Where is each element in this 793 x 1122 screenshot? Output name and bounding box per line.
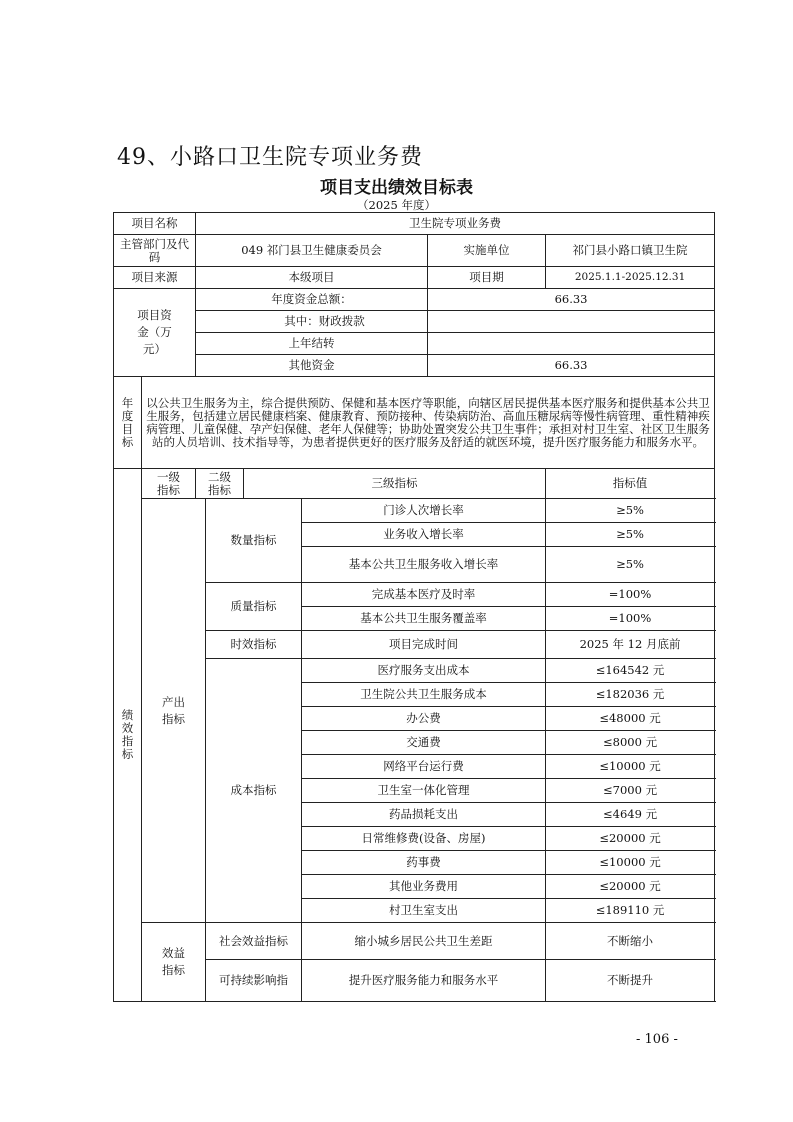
cost-name-0: 医疗服务支出成本 (302, 659, 546, 683)
table-row (114, 235, 715, 267)
project-name-label: 项目名称 (114, 213, 196, 235)
sustain-name-0: 提升医疗服务能力和服务水平 (302, 960, 546, 1002)
source-label: 项目来源 (114, 267, 196, 289)
table-row (114, 333, 715, 355)
cost-value-8: ≤10000 元 (546, 851, 715, 875)
period-value: 2025.1.1-2025.12.31 (546, 267, 715, 289)
funds-label: 项目资金（万元） (114, 289, 196, 377)
table-row (114, 923, 715, 960)
table-title: 项目支出绩效目标表 (320, 178, 473, 198)
quality-label: 质量指标 (206, 583, 302, 631)
performance-target-table (113, 212, 715, 1002)
dept-label: 主管部门及代码 (114, 235, 196, 267)
table-row (114, 377, 715, 469)
unit-value: 祁门县小路口镇卫生院 (546, 235, 715, 267)
funds-other-label: 其他资金 (196, 355, 428, 377)
table-row (114, 355, 715, 377)
funds-other-value: 66.33 (428, 355, 715, 377)
dept-value: 049 祁门县卫生健康委员会 (196, 235, 428, 267)
cost-value-0: ≤164542 元 (546, 659, 715, 683)
quantity-label: 数量指标 (206, 499, 302, 583)
cost-value-5: ≤7000 元 (546, 779, 715, 803)
cost-value-7: ≤20000 元 (546, 827, 715, 851)
header-level2: 二级指标 (196, 469, 244, 499)
social-name-0: 缩小城乡居民公共卫生差距 (302, 923, 546, 960)
period-label: 项目期 (428, 267, 546, 289)
cost-value-2: ≤48000 元 (546, 707, 715, 731)
page-number: - 106 - (636, 1032, 678, 1047)
funds-carry-value (428, 333, 715, 355)
timeliness-label: 时效指标 (206, 631, 302, 659)
year-note: （2025 年度） (357, 198, 436, 212)
funds-fiscal-value (428, 311, 715, 333)
timeliness-name-0: 项目完成时间 (302, 631, 546, 659)
sustain-label: 可持续影响指 (206, 960, 302, 1002)
header-value: 指标值 (546, 469, 715, 499)
table-row (114, 311, 715, 333)
goal-text: 以公共卫生服务为主，综合提供预防、保健和基本医疗等职能，向辖区居民提供基本医疗服务和提供基本公共卫生服务，包括建立居民健康档案、健康教育、预防接种、传染病防治、高血压糖尿病等慢性病管理、重性精神疾病管理、儿童保健、孕产妇保健、老年人保健等；协助处置突发公共卫生事件；承担对村卫生室、社区卫生服务站的人员培训、技术指导等，为患者提供更好的医疗服务及舒适的就医环境，提升医疗服务能力和服务水平。 (142, 377, 715, 469)
cost-name-1: 卫生院公共卫生服务成本 (302, 683, 546, 707)
quantity-name-1: 业务收入增长率 (302, 523, 546, 547)
cost-value-1: ≤182036 元 (546, 683, 715, 707)
cost-name-3: 交通费 (302, 731, 546, 755)
cost-value-3: ≤8000 元 (546, 731, 715, 755)
indicators-section-label: 绩效指标 (114, 469, 142, 1002)
cost-value-10: ≤189110 元 (546, 899, 715, 923)
cost-value-9: ≤20000 元 (546, 875, 715, 899)
goal-label: 年度目标 (114, 377, 142, 469)
header-level3: 三级指标 (244, 469, 546, 499)
quality-name-0: 完成基本医疗及时率 (302, 583, 546, 607)
cost-label: 成本指标 (206, 659, 302, 923)
cost-name-9: 其他业务费用 (302, 875, 546, 899)
table-row (114, 469, 715, 499)
unit-label: 实施单位 (428, 235, 546, 267)
social-label: 社会效益指标 (206, 923, 302, 960)
header-level1: 一级指标 (142, 469, 196, 499)
cost-value-4: ≤10000 元 (546, 755, 715, 779)
funds-total-label: 年度资金总额： (196, 289, 428, 311)
social-value-0: 不断缩小 (546, 923, 715, 960)
timeliness-value-0: 2025 年 12 月底前 (546, 631, 715, 659)
table-row (114, 267, 715, 289)
cost-name-10: 村卫生室支出 (302, 899, 546, 923)
cost-value-6: ≤4649 元 (546, 803, 715, 827)
quantity-value-2: ≥5% (546, 547, 715, 583)
funds-fiscal-label: 其中：财政拨款 (196, 311, 428, 333)
quality-value-0: =100% (546, 583, 715, 607)
cost-name-4: 网络平台运行费 (302, 755, 546, 779)
output-label: 产出指标 (142, 499, 206, 923)
source-value: 本级项目 (196, 267, 428, 289)
quantity-name-0: 门诊人次增长率 (302, 499, 546, 523)
quantity-name-2: 基本公共卫生服务收入增长率 (302, 547, 546, 583)
cost-name-8: 药事费 (302, 851, 546, 875)
funds-total-value: 66.33 (428, 289, 715, 311)
cost-name-5: 卫生室一体化管理 (302, 779, 546, 803)
cost-name-2: 办公费 (302, 707, 546, 731)
cost-name-6: 药品损耗支出 (302, 803, 546, 827)
project-name-value: 卫生院专项业务费 (196, 213, 715, 235)
cost-name-7: 日常维修费(设备、房屋) (302, 827, 546, 851)
section-heading: 49、小路口卫生院专项业务费 (117, 145, 423, 170)
funds-carry-label: 上年结转 (196, 333, 428, 355)
quality-value-1: =100% (546, 607, 715, 631)
benefit-label: 效益指标 (142, 923, 206, 1002)
quantity-value-1: ≥5% (546, 523, 715, 547)
quantity-value-0: ≥5% (546, 499, 715, 523)
table-row (114, 289, 715, 311)
table-row (114, 213, 715, 235)
sustain-value-0: 不断提升 (546, 960, 715, 1002)
quality-name-1: 基本公共卫生服务覆盖率 (302, 607, 546, 631)
table-row (114, 499, 715, 523)
